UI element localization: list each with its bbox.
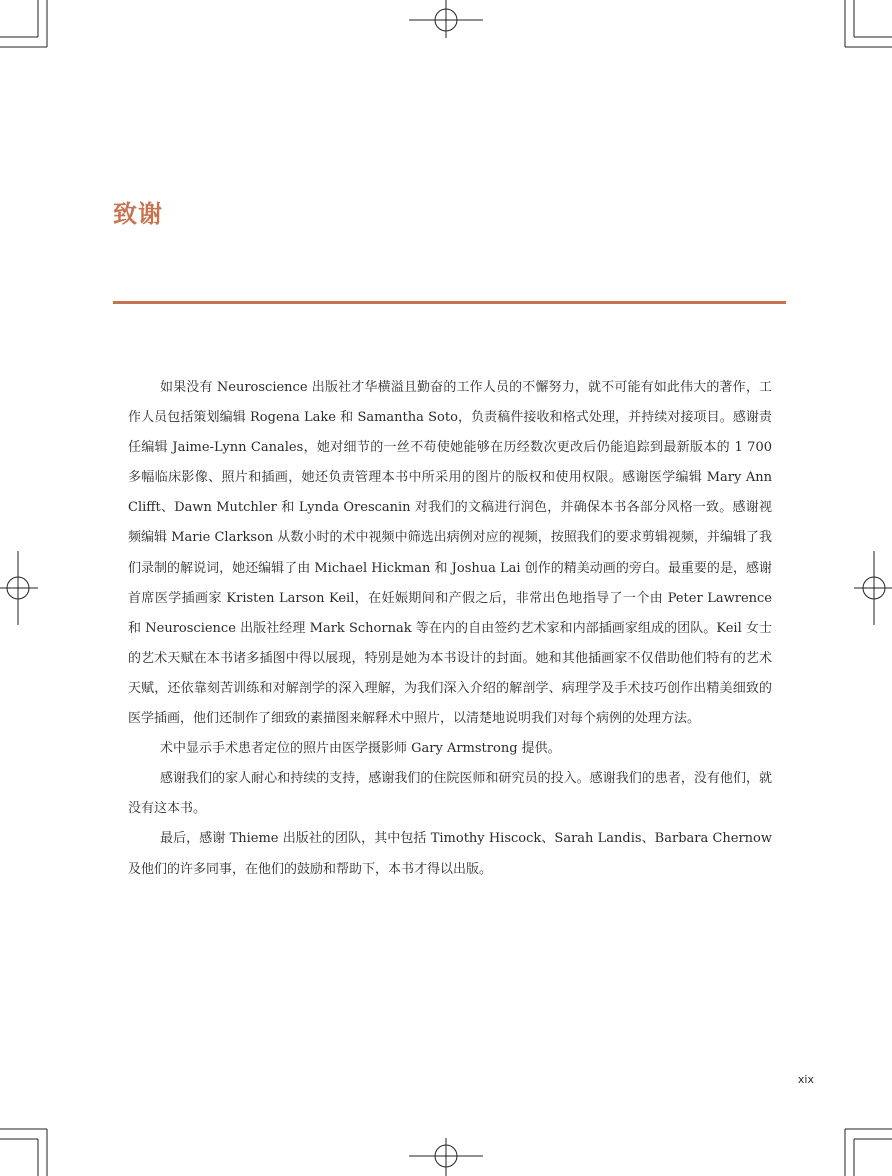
acknowledgements-body <box>128 373 772 885</box>
paragraph-staff: 如果没有 Neuroscience 出版社才华横溢且勤奋的工作人员的不懈努力，就不可能有如此伟大的著作，工作人员包括策划编辑 Rogena Lake 和 Samantha Soto，负责稿件接收和格式处理，并持续对接项目。感谢责任编辑 Jaime-Lynn Canales，她对细节的一丝不苟使她能够在历经数次更改后仍能追踪到最新版本的 1 700 多幅临床影像、照片和插画，她还负责管理本书中所采用的图片的版权和使用权限。感谢医学编辑 Mary Ann Clifft、Dawn Mutchler 和 Lynda Orescanin 对我们的文稿进行润色，并确保本书各部分风格一致。感谢视频编辑 Marie Clarkson 从数小时的术中视频中筛选出病例对应的视频，按照我们的要求剪辑视频，并编辑了我们录制的解说词，她还编辑了由 Michael Hickman 和 Joshua Lai 创作的精美动画的旁白。最重要的是，感谢首席医学插画家 Kristen Larson Keil，在妊娠期间和产假之后，非常出色地指导了一个由 Peter Lawrence 和 Neuroscience 出版社经理 Mark Schornak 等在内的自由签约艺术家和内部插画家组成的团队。Keil 女士的艺术天赋在本书诸多插图中得以展现，特别是她为本书设计的封面。她和其他插画家不仅借助他们特有的艺术天赋，还依靠刻苦训练和对解剖学的深入理解，为我们深入介绍的解剖学、病理学及手术技巧创作出精美细致的医学插画，他们还制作了细致的素描图来解释术中照片，以清楚地说明我们对每个病例的处理方法。 <box>128 380 772 727</box>
page-title: 致谢 <box>113 200 163 228</box>
page-number: xix <box>797 1073 814 1086</box>
title-divider <box>113 301 786 304</box>
paragraph-family: 感谢我们的家人耐心和持续的支持，感谢我们的住院医师和研究员的投入。感谢我们的患者，没有他们，就没有这本书。 <box>128 771 772 817</box>
paragraph-photography: 术中显示手术患者定位的照片由医学摄影师 Gary Armstrong 提供。 <box>160 741 561 757</box>
paragraph-thieme: 最后，感谢 Thieme 出版社的团队，其中包括 Timothy Hiscock、Sarah Landis、Barbara Chernow 及他们的许多同事，在他们的鼓励和帮助下，本书才得以出版。 <box>128 831 772 877</box>
